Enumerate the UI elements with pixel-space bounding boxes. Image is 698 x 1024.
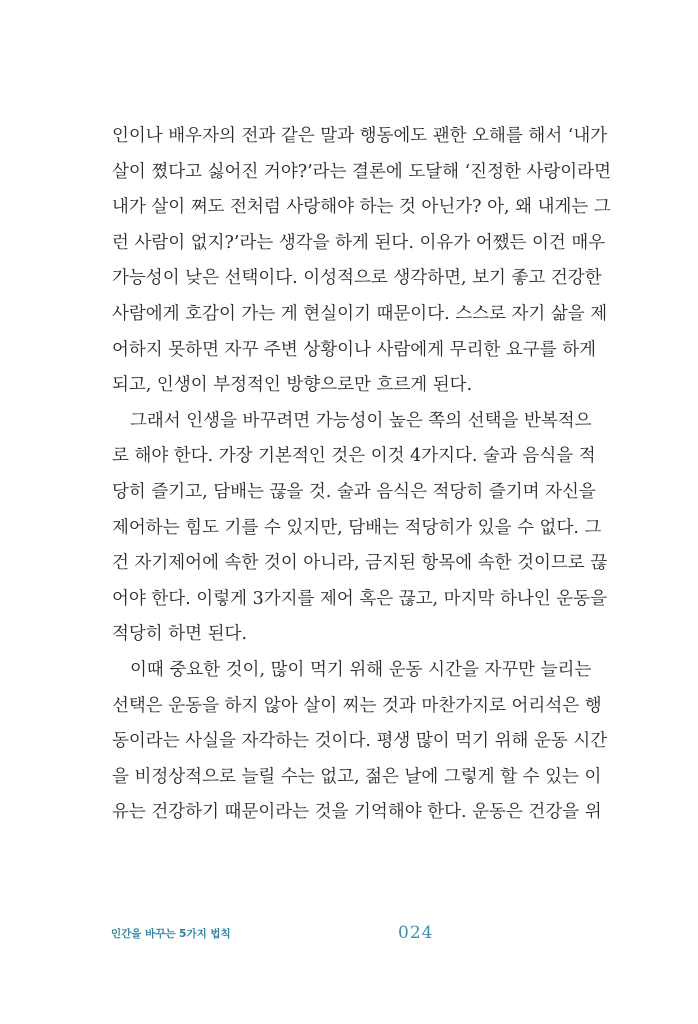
running-footer-book-title: 인간을 바꾸는 5가지 법칙 [111,928,231,940]
text-line: 을 비정상적으로 늘릴 수는 없고, 젊은 날에 그렇게 할 수 있는 이 [112,766,602,787]
text-line: 선택은 운동을 하지 않아 살이 찌는 것과 마찬가지로 어리석은 행 [112,695,602,716]
text-line: 이때 중요한 것이, 많이 먹기 위해 운동 시간을 자꾸만 늘리는 [130,659,592,680]
text-line: 런 사람이 없지?’라는 생각을 하게 된다. 이유가 어쨌든 이건 매우 [112,232,606,253]
text-line: 어하지 못하면 자꾸 주변 상황이나 사람에게 무리한 요구를 하게 [112,339,597,360]
text-line: 당히 즐기고, 담배는 끊을 것. 술과 음식은 적당히 즐기며 자신을 [112,481,596,502]
text-line: 어야 한다. 이렇게 3가지를 제어 혹은 끊고, 마지막 하나인 운동을 [112,588,607,609]
text-line: 그래서 인생을 바꾸려면 가능성이 높은 쪽의 선택을 반복적으 [130,410,592,431]
body-text [112,119,611,831]
text-line: 동이라는 사실을 자각하는 것이다. 평생 많이 먹기 위해 운동 시간 [112,731,608,752]
paragraph-3 [112,653,608,831]
text-line: 가능성이 낮은 선택이다. 이성적으로 생각하면, 보기 좋고 건강한 [112,268,602,289]
text-line: 제어하는 힘도 기를 수 있지만, 담배는 적당히가 있을 수 없다. 그 [112,517,602,538]
text-line: 내가 살이 쪄도 전처럼 사랑해야 하는 것 아닌가? 아, 왜 내게는 그 [112,197,611,218]
text-line: 되고, 인생이 부정적인 방향으로만 흐르게 된다. [112,375,473,396]
text-line: 살이 쪘다고 싫어진 거야?’라는 결론에 도달해 ‘진정한 사랑이라면 [112,161,611,182]
text-line: 인이나 배우자의 전과 같은 말과 행동에도 괜한 오해를 해서 ‘내가 [112,126,608,146]
page-number: 024 [398,923,434,943]
text-line: 로 해야 한다. 가장 기본적인 것은 이것 4가지다. 술과 음식을 적 [112,446,596,467]
text-line: 사람에게 호감이 가는 게 현실이기 때문이다. 스스로 자기 삶을 제 [112,303,608,324]
text-line: 건 자기제어에 속한 것이 아니라, 금지된 항목에 속한 것이므로 끊 [112,553,608,574]
paragraph-2 [112,404,608,653]
paragraph-1 [112,119,611,404]
text-line: 적당히 하면 된다. [112,624,248,645]
text-line: 유는 건강하기 때문이라는 것을 기억해야 한다. 운동은 건강을 위 [112,802,602,823]
